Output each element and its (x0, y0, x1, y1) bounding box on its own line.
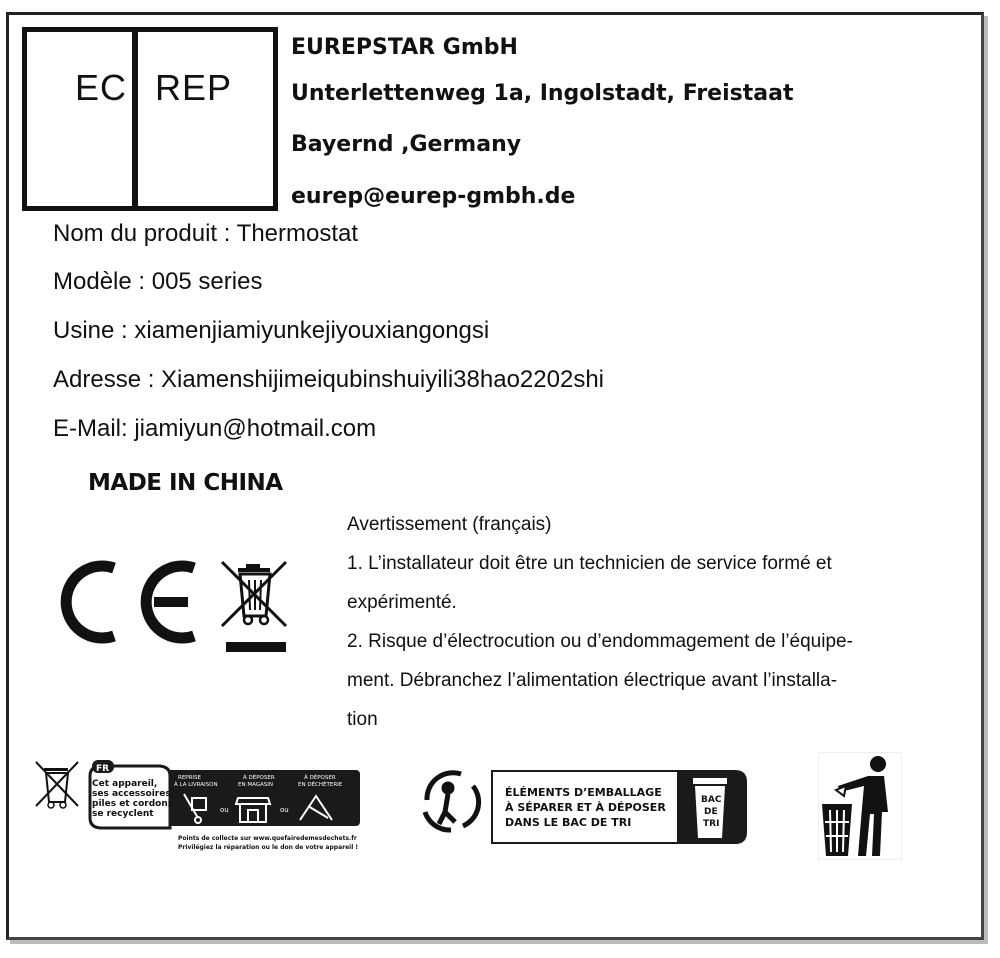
or-label: ou (220, 806, 229, 814)
bin-label: TRI (703, 819, 720, 829)
triman-option: EN DÉCHÈTERIE (298, 782, 343, 788)
product-email: E-Mail: jiamiyun@hotmail.com (53, 415, 377, 442)
warning-line: tion (347, 709, 378, 730)
tidyman-icon (818, 752, 902, 860)
ec-rep-address-line1: Unterlettenweg 1a, Ingolstadt, Freistaat (291, 81, 794, 106)
triman-option: À DÉPOSER (304, 775, 336, 781)
ec-rep-symbol (22, 27, 278, 211)
triman-text: Cet appareil, (92, 779, 158, 789)
frame-shadow (984, 16, 988, 944)
ec-rep-divider (132, 27, 138, 211)
triman-option: REPRISE (178, 775, 202, 781)
bin-label: BAC (701, 795, 722, 805)
triman-country: FR (96, 764, 110, 774)
product-name: Nom du produit : Thermostat (53, 220, 359, 247)
weee-small-icon (36, 762, 78, 808)
warning-title: Avertissement (français) (347, 514, 552, 535)
frame-shadow (10, 940, 988, 944)
packaging-text: À SÉPARER ET À DÉPOSER (505, 801, 666, 814)
bin-label: DE (704, 807, 718, 817)
packaging-text: DANS LE BAC DE TRI (505, 816, 632, 829)
or-label: ou (280, 806, 289, 814)
triman-info-block (32, 758, 367, 854)
sorting-bin-icon (693, 778, 727, 838)
triman-option: EN MAGASIN (238, 782, 274, 788)
ec-rep-address-line2: Bayernd ,Germany (291, 132, 522, 157)
triman-option: À DÉPOSER (243, 775, 275, 781)
packaging-text: ÉLÉMENTS D’EMBALLAGE (505, 786, 662, 799)
triman-recycle-icon (425, 773, 479, 830)
ec-rep-email: eurep@eurep-gmbh.de (291, 184, 576, 209)
made-in-china: MADE IN CHINA (88, 470, 283, 496)
warning-line: 2. Risque d’électrocution ou d’endommagement de l’équipe- (347, 631, 853, 652)
product-factory: Usine : xiamenjiamiyunkejiyouxiangongsi (53, 317, 490, 344)
ce-mark-icon (52, 560, 202, 644)
ec-rep-company: EUREPSTAR GmbH (291, 35, 518, 60)
triman-text: se recyclent (92, 809, 154, 819)
triman-text: ses accessoires, (92, 789, 175, 799)
triman-option: À LA LIVRAISON (174, 782, 218, 788)
packaging-recycling-block (415, 760, 750, 850)
warning-line: 1. L’installateur doit être un technicien de service formé et (347, 553, 832, 574)
triman-footer: Privilégiez la réparation ou le don de votre appareil ! (178, 844, 359, 851)
warning-line: ment. Débranchez l’alimentation électrique avant l’installa- (347, 670, 838, 691)
ec-label: EC (75, 67, 128, 108)
product-address: Adresse : Xiamenshijimeiqubinshuiyili38hao2202shi (53, 366, 604, 393)
weee-crossed-bin-icon (218, 558, 294, 658)
triman-text: piles et cordons (92, 799, 174, 809)
rep-label: REP (155, 67, 233, 108)
warning-line: expérimenté. (347, 592, 457, 613)
triman-footer: Points de collecte sur www.quefairedemesdechets.fr (178, 835, 357, 842)
product-model: Modèle : 005 series (53, 268, 263, 295)
